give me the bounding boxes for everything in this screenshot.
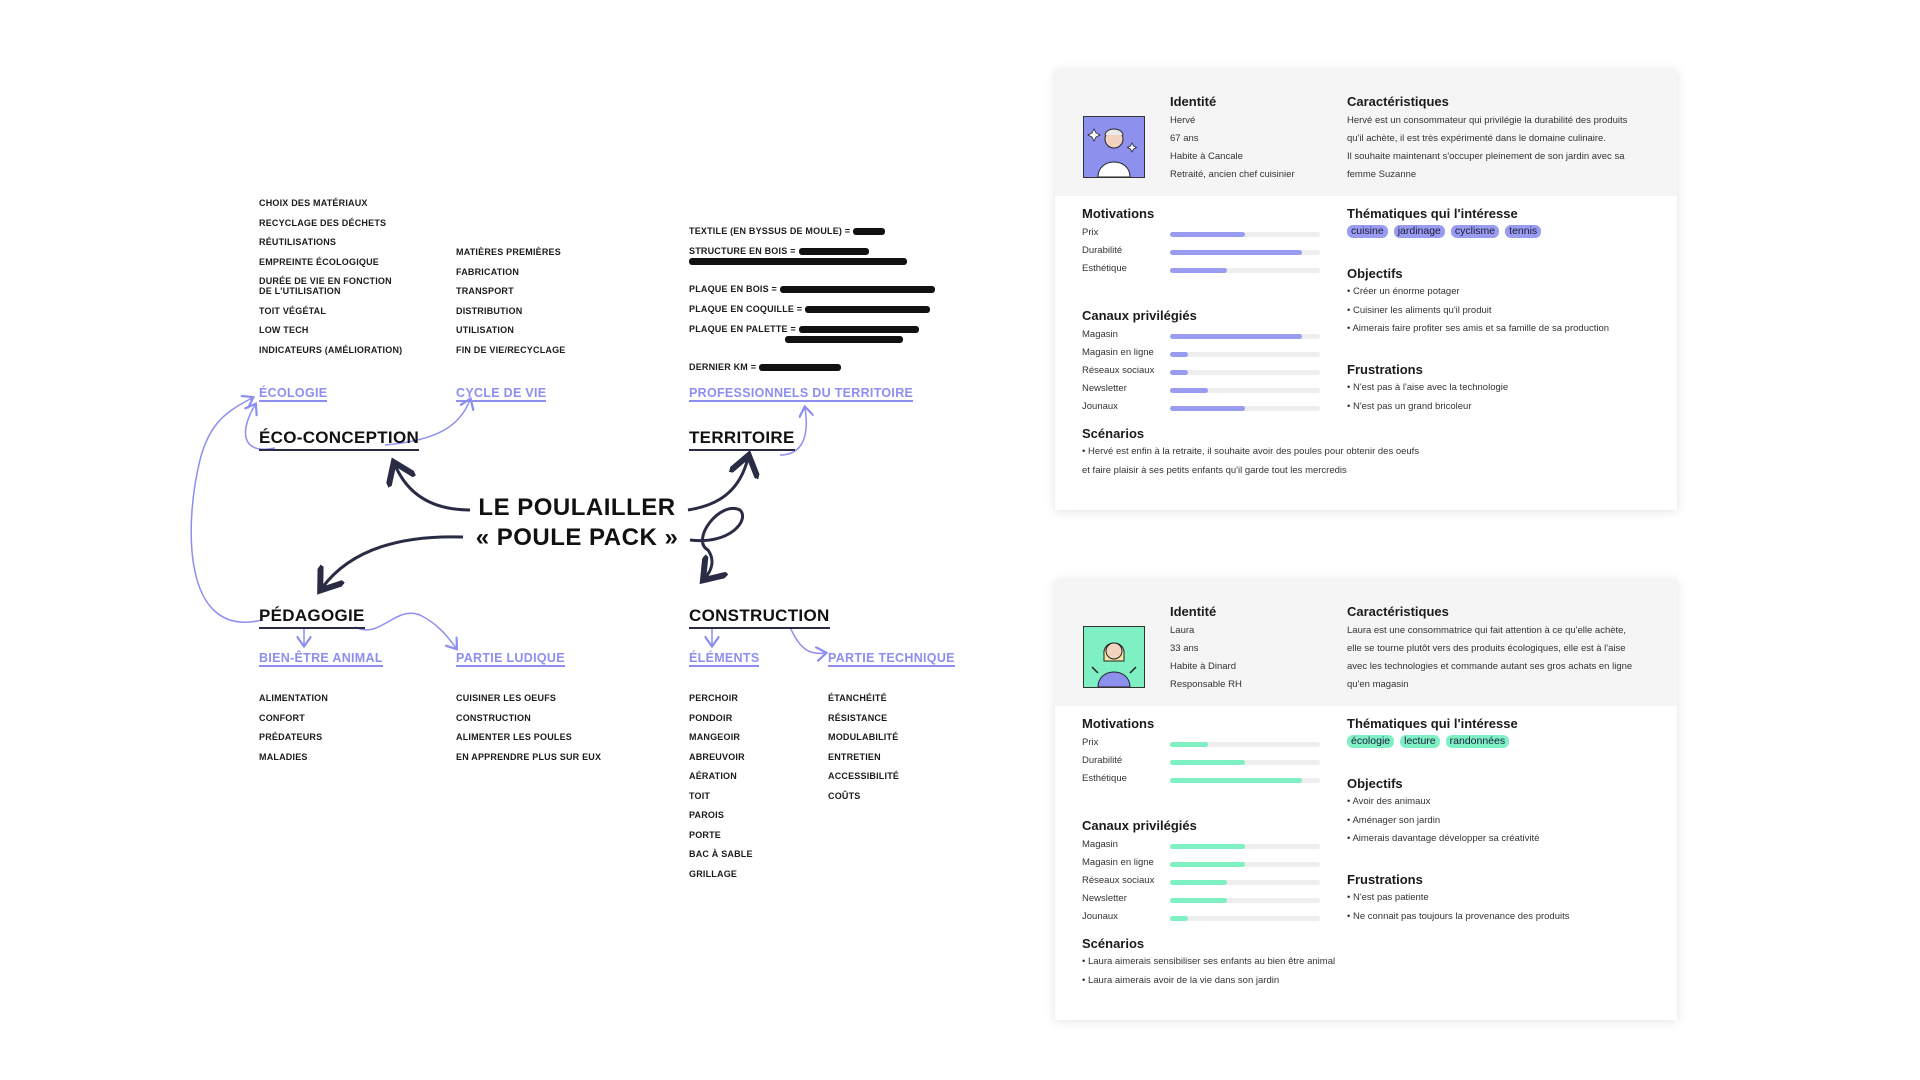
identity-text: Hervé 67 ans Habite à Cancale Retraité, ancien chef cuisinier <box>1170 115 1295 180</box>
bar-fill <box>1170 844 1245 849</box>
scenarios-list: • Hervé est enfin à la retraite, il souhaite avoir des poules pour obtenir des oeufs et faire plaisir à ses petits enfants qu'il garde tout les mercredis <box>1082 446 1420 476</box>
list-item: GRILLAGE <box>689 868 738 879</box>
list-item: ALIMENTER LES POULES <box>456 732 573 742</box>
bar-row: Réseaux sociaux <box>1082 873 1322 891</box>
characteristics-text: Laura est une consommatrice qui fait attention à ce qu'elle achète, elle se tourne plutôt vers des produits écologiques, elle est à l'aise avec les technologies et commande autant ses gros achats en ligne qu'en magasin <box>1347 625 1633 690</box>
bar-row: Durabilité <box>1082 753 1322 771</box>
bar-fill <box>1170 916 1188 921</box>
bar-row: Réseaux sociaux <box>1082 363 1322 381</box>
construction-title: CONSTRUCTION <box>689 606 830 629</box>
identity-heading: Identité <box>1170 94 1217 109</box>
bar-fill <box>1170 406 1245 411</box>
list-item: FIN DE VIE/RECYCLAGE <box>456 344 566 355</box>
arrow-to-pedagogie <box>322 537 463 588</box>
list-item: ENTRETIEN <box>828 751 881 762</box>
partie-ludique-label: PARTIE LUDIQUE <box>456 651 565 665</box>
bar-fill <box>1170 352 1188 357</box>
list-item: PLAQUE EN PALETTE = <box>689 324 935 344</box>
list-item: PLAQUE EN BOIS = <box>689 284 935 294</box>
arrow-ped-ludique <box>355 613 456 648</box>
list-item: COÛTS <box>828 790 861 801</box>
pedagogie-title: PÉDAGOGIE <box>259 606 365 629</box>
list-item: DISTRIBUTION <box>456 305 523 316</box>
motivations-heading: Motivations <box>1082 716 1155 731</box>
list-item: TEXTILE (EN BYSSUS DE MOULE) = <box>689 226 935 236</box>
identity-text: Laura 33 ans Habite à Dinard Responsable RH <box>1170 625 1242 690</box>
list-item: PERCHOIR <box>689 693 739 703</box>
list-item: RÉUTILISATIONS <box>259 237 337 247</box>
list-item: RECYCLAGE DES DÉCHETS <box>259 217 387 228</box>
list-item: TRANSPORT <box>456 286 514 296</box>
bar-row: Durabilité <box>1082 243 1322 261</box>
list-item: FABRICATION <box>456 266 520 277</box>
bar-fill <box>1170 268 1227 273</box>
objectives-list: • Avoir des animaux • Aménager son jardin • Aimerais davantage développer sa créativité <box>1347 796 1540 844</box>
arrow-to-construction <box>690 508 743 578</box>
ecologie-label: ÉCOLOGIE <box>259 386 328 400</box>
bar-row: Esthétique <box>1082 771 1322 789</box>
bar-fill <box>1170 760 1245 765</box>
ludique-list <box>456 693 601 771</box>
list-item: DE L'UTILISATION <box>259 286 341 296</box>
list-item: STRUCTURE EN BOIS = <box>689 246 935 266</box>
list-item: AÉRATION <box>689 771 737 781</box>
objectives-heading: Objectifs <box>1347 776 1403 791</box>
frustrations-list: • N'est pas patiente • Ne connait pas toujours la provenance des produits <box>1347 892 1570 922</box>
territoire-list <box>689 226 935 382</box>
motivations-heading: Motivations <box>1082 206 1155 221</box>
center-title: LE POULAILLER « POULE PACK » <box>475 494 679 551</box>
theme-tag: cuisine <box>1347 225 1388 238</box>
objectives-list: • Créer un énorme potager • Cuisiner les aliments qu'il produit • Aimerais faire profiter ses amis et sa famille de sa production <box>1347 286 1610 334</box>
arrow-to-eco <box>395 465 470 510</box>
eco-list-1 <box>259 198 402 364</box>
channels-heading: Canaux privilégiés <box>1082 818 1197 833</box>
bar-fill <box>1170 862 1245 867</box>
list-item: MALADIES <box>259 751 308 762</box>
list-item: RÉSISTANCE <box>828 712 888 723</box>
bar-row: Magasin en ligne <box>1082 855 1322 873</box>
bar-row: Newsletter <box>1082 381 1322 399</box>
eco-conception-title: ÉCO-CONCEPTION <box>259 428 419 451</box>
avatar <box>1083 116 1145 178</box>
list-item: PORTE <box>689 829 722 840</box>
theme-tag: tennis <box>1505 225 1541 238</box>
list-item: MATIÈRES PREMIÈRES <box>456 247 561 257</box>
man-avatar-icon <box>1084 117 1144 177</box>
list-item: LOW TECH <box>259 325 309 335</box>
theme-tag: randonnées <box>1446 735 1509 748</box>
theme-tag: lecture <box>1400 735 1440 748</box>
avatar <box>1083 626 1145 688</box>
persona-card-herve <box>1055 70 1677 510</box>
theme-tag: écologie <box>1347 735 1394 748</box>
list-item: ÉTANCHÉITÉ <box>828 693 887 703</box>
bar-row: Prix <box>1082 225 1322 243</box>
characteristics-heading: Caractéristiques <box>1347 94 1449 109</box>
list-item: ALIMENTATION <box>259 693 329 703</box>
list-item: MODULABILITÉ <box>828 732 899 742</box>
list-item: DURÉE DE VIE EN FONCTION <box>259 276 392 286</box>
arrow-to-territoire <box>688 458 748 510</box>
theme-tag: jardinage <box>1394 225 1445 238</box>
technique-list <box>828 693 899 810</box>
eco-list-2 <box>456 247 566 364</box>
list-item: INDICATEURS (AMÉLIORATION) <box>259 344 403 355</box>
professionnels-label: PROFESSIONNELS DU TERRITOIRE <box>689 386 914 400</box>
list-item: CHOIX DES MATÉRIAUX <box>259 198 368 208</box>
themes-tags <box>1347 735 1515 748</box>
scenarios-list: • Laura aimerais sensibiliser ses enfants au bien être animal • Laura aimerais avoir de la vie dans son jardin <box>1082 956 1336 986</box>
theme-tag: cyclisme <box>1451 225 1499 238</box>
scenarios-heading: Scénarios <box>1082 936 1145 951</box>
bien-etre-label: BIEN-ÊTRE ANIMAL <box>259 651 383 665</box>
list-item: EN APPRENDRE PLUS SUR EUX <box>456 751 602 762</box>
elements-label: ÉLÉMENTS <box>689 651 760 665</box>
list-item: BAC À SABLE <box>689 849 753 859</box>
list-item: MANGEOIR <box>689 732 741 742</box>
identity-heading: Identité <box>1170 604 1217 619</box>
themes-heading: Thématiques qui l'intéresse <box>1347 716 1518 731</box>
bar-row: Magasin <box>1082 837 1322 855</box>
bar-fill <box>1170 250 1302 255</box>
scenarios-heading: Scénarios <box>1082 426 1145 441</box>
bar-fill <box>1170 742 1208 747</box>
list-item: CONFORT <box>259 712 305 723</box>
partie-technique-label: PARTIE TECHNIQUE <box>828 651 955 665</box>
bar-fill <box>1170 898 1227 903</box>
list-item: ACCESSIBILITÉ <box>828 771 900 781</box>
list-item: PONDOIR <box>689 712 733 723</box>
list-item: UTILISATION <box>456 325 515 335</box>
persona-card-laura <box>1055 580 1677 1020</box>
list-item: CUISINER LES OEUFS <box>456 693 557 703</box>
bar-fill <box>1170 334 1302 339</box>
bar-row: Jounaux <box>1082 909 1322 927</box>
territoire-title: TERRITOIRE <box>689 428 795 451</box>
arrow-pedagogie-ecologie <box>191 398 262 622</box>
bar-row: Jounaux <box>1082 399 1322 417</box>
themes-tags <box>1347 225 1547 238</box>
bar-fill <box>1170 388 1208 393</box>
bar-fill <box>1170 232 1245 237</box>
characteristics-heading: Caractéristiques <box>1347 604 1449 619</box>
arrow-cons-tech <box>790 627 825 653</box>
woman-avatar-icon <box>1084 627 1144 687</box>
list-item: PAROIS <box>689 810 725 820</box>
bien-etre-list <box>259 693 328 771</box>
frustrations-list: • N'est pas à l'aise avec la technologie • N'est pas un grand bricoleur <box>1347 382 1509 412</box>
list-item: ABREUVOIR <box>689 751 745 762</box>
bar-row: Newsletter <box>1082 891 1322 909</box>
bar-row: Magasin en ligne <box>1082 345 1322 363</box>
list-item: PRÉDATEURS <box>259 732 323 742</box>
list-item: CONSTRUCTION <box>456 712 531 723</box>
bar-fill <box>1170 370 1188 375</box>
themes-heading: Thématiques qui l'intéresse <box>1347 206 1518 221</box>
list-item: DERNIER KM = <box>689 362 935 372</box>
characteristics-text: Hervé est un consommateur qui privilégie la durabilité des produits qu'il achète, il est très expérimenté dans le domaine culinaire. Il souhaite maintenant s'occuper pleinement de son jardin avec sa femme Suzanne <box>1347 115 1628 180</box>
frustrations-heading: Frustrations <box>1347 872 1423 887</box>
objectives-heading: Objectifs <box>1347 266 1403 281</box>
list-item: PLAQUE EN COQUILLE = <box>689 304 935 314</box>
list-item: EMPREINTE ÉCOLOGIQUE <box>259 256 380 267</box>
list-item: TOIT VÉGÉTAL <box>259 305 327 316</box>
channels-heading: Canaux privilégiés <box>1082 308 1197 323</box>
list-item: TOIT <box>689 790 711 801</box>
frustrations-heading: Frustrations <box>1347 362 1423 377</box>
bar-row: Prix <box>1082 735 1322 753</box>
bar-fill <box>1170 880 1227 885</box>
bar-fill <box>1170 778 1302 783</box>
cycle-de-vie-label: CYCLE DE VIE <box>456 386 547 400</box>
bar-row: Esthétique <box>1082 261 1322 279</box>
elements-list <box>689 693 753 888</box>
bar-row: Magasin <box>1082 327 1322 345</box>
